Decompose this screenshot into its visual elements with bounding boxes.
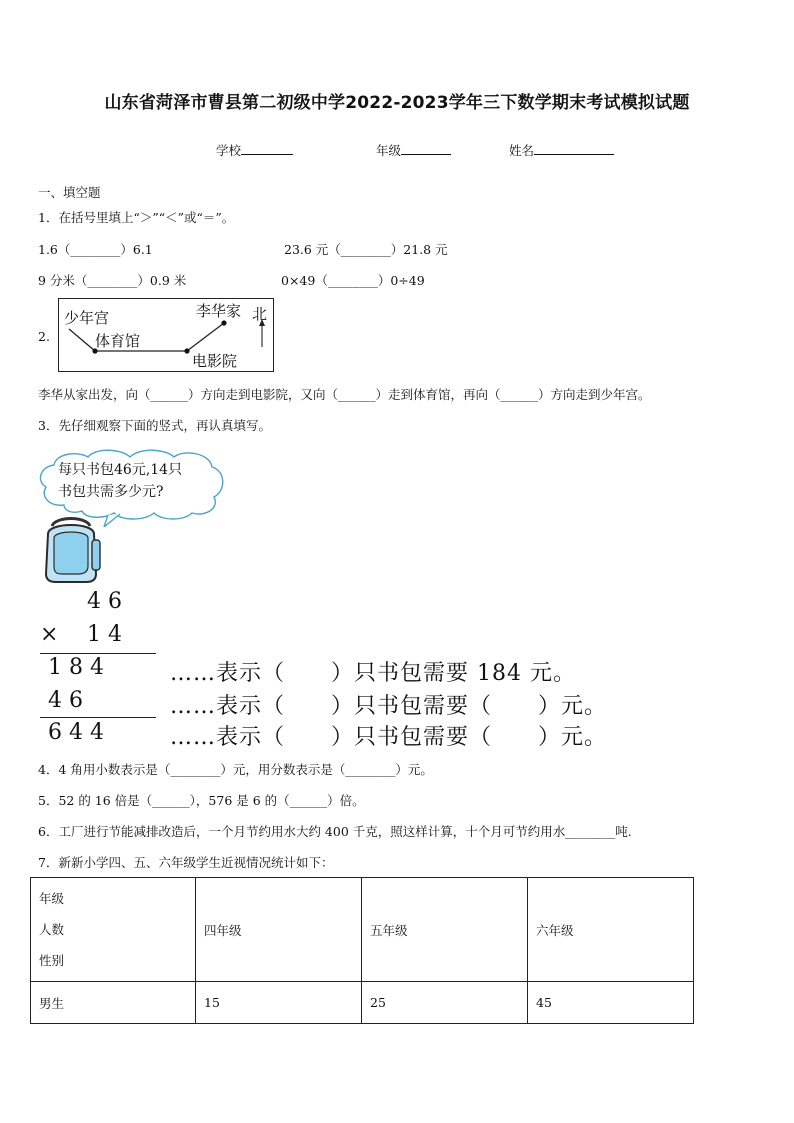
school-field[interactable] — [216, 141, 293, 159]
question-5: 5．52 的 16 倍是（______），576 是 6 的（______）倍。 — [38, 793, 365, 808]
explain-line-1: ……表示（ ）只书包需要 184 元。 — [170, 661, 576, 686]
vertical-rule-1 — [40, 653, 156, 654]
backpack-icon — [38, 516, 106, 584]
question-3-stem: 3．先仔细观察下面的竖式，再认真填写。 — [38, 418, 271, 433]
map-label-cinema: 电影院 — [192, 352, 238, 370]
cell-boys-grade6: 45 — [528, 982, 694, 1024]
question-1-stem: 1．在括号里填上“＞”“＜”或“＝”。 — [38, 210, 235, 225]
school-blank[interactable] — [241, 142, 293, 155]
question-4: 4．4 角用小数表示是（________）元，用分数表示是（________）元。 — [38, 762, 433, 777]
map-label-youth-palace: 少年宫 — [64, 309, 110, 327]
row-label-boys: 男生 — [31, 982, 196, 1024]
column-header-grade6: 六年级 — [528, 878, 694, 982]
grade-blank[interactable] — [401, 142, 451, 155]
vertical-row-2: 1 4 — [87, 622, 122, 647]
question-1-item-a: 1.6（________）6.1 — [38, 242, 153, 257]
corner-label-count: 人数 — [39, 922, 65, 937]
table-header-row — [31, 878, 694, 982]
section-heading: 一、填空题 — [38, 185, 101, 200]
bubble-line-1: 每只书包46元,14只 — [58, 462, 183, 478]
bubble-line-2: 书包共需多少元? — [58, 484, 164, 500]
school-label: 学校 — [216, 143, 242, 158]
cell-boys-grade4: 15 — [196, 982, 362, 1024]
explain-line-2: ……表示（ ）只书包需要（ ）元。 — [170, 694, 608, 719]
map-label-lihua-home: 李华家 — [196, 302, 242, 320]
question-6: 6．工厂进行节能减排改造后，一个月节约用水大约 400 千克，照这样计算，十个月可节约用水________吨. — [38, 824, 632, 839]
table-corner-cell — [31, 878, 196, 982]
question-1-item-d: 0×49（________）0÷49 — [281, 273, 425, 288]
cell-boys-grade5: 25 — [362, 982, 528, 1024]
myopia-stats-table — [30, 877, 694, 1024]
column-header-grade5: 五年级 — [362, 878, 528, 982]
question-2-text: 李华从家出发，向（______）方向走到电影院，又向（______）走到体育馆，再向（______）方向走到少年宫。 — [38, 387, 651, 402]
map-label-north: 北 — [252, 305, 268, 323]
corner-label-gender: 性别 — [39, 953, 65, 968]
vertical-times-sign: × — [40, 622, 59, 647]
question-7: 7．新新小学四、五、六年级学生近视情况统计如下： — [38, 855, 334, 870]
question-2-number: 2. — [38, 329, 50, 344]
explain-line-3: ……表示（ ）只书包需要（ ）元。 — [170, 725, 608, 750]
column-header-grade4: 四年级 — [196, 878, 362, 982]
grade-label: 年级 — [376, 143, 402, 158]
vertical-row-3: 1 8 4 — [48, 655, 104, 680]
corner-label-grade: 年级 — [39, 891, 65, 906]
table-row — [31, 982, 694, 1024]
question-1-item-c: 9 分米（________）0.9 米 — [38, 273, 187, 288]
vertical-row-4: 4 6 — [48, 688, 83, 713]
question-1-item-b: 23.6 元（________）21.8 元 — [284, 242, 448, 257]
name-field[interactable] — [509, 141, 614, 159]
name-blank[interactable] — [534, 142, 614, 155]
vertical-row-1: 4 6 — [87, 589, 122, 614]
page-title: 山东省菏泽市曹县第二初级中学2022-2023学年三下数学期末考试模拟试题 — [104, 93, 690, 113]
direction-map — [58, 298, 274, 372]
map-label-gym: 体育馆 — [95, 332, 141, 350]
grade-field[interactable] — [376, 141, 451, 159]
vertical-row-5: 6 4 4 — [48, 720, 104, 745]
vertical-rule-2 — [40, 717, 156, 718]
name-label: 姓名 — [509, 143, 535, 158]
